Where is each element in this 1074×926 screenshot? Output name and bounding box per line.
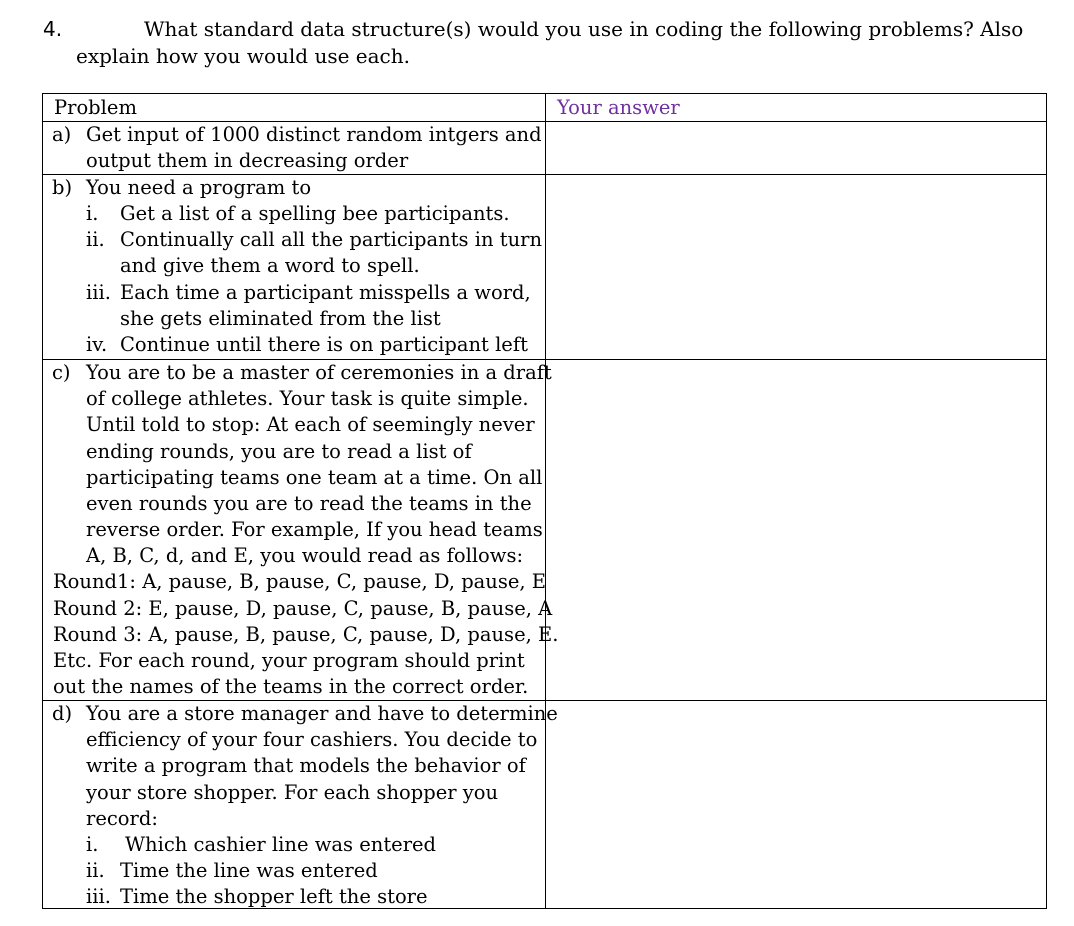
row-c-line: reverse order. For example, If you head teams	[86, 518, 543, 541]
row-b-item-text: Continue until there is on participant left	[120, 333, 528, 356]
question-text-line2: explain how you would use each.	[76, 44, 410, 68]
row-d-item-number: ii.	[86, 859, 105, 882]
row-c-line: participating teams one team at a time. On all	[86, 466, 543, 489]
row-d-item-text: Which cashier line was entered	[125, 833, 437, 856]
row-b-item-number: iii.	[86, 281, 111, 304]
row-a-label: a)	[52, 123, 72, 146]
row-b-item-number: ii.	[86, 228, 105, 251]
row-c-line: Until told to stop: At each of seemingly never	[86, 413, 535, 436]
row-c-round-line: Round 3: A, pause, B, pause, C, pause, D, pause, E.	[53, 623, 559, 646]
problem-row-a	[43, 122, 1046, 175]
row-b-item-number: i.	[86, 202, 99, 225]
problems-table	[42, 93, 1047, 909]
row-c-label: c)	[52, 361, 71, 384]
row-d-line: your store shopper. For each shopper you	[86, 781, 499, 804]
row-d-line: efficiency of your four cashiers. You decide to	[86, 728, 538, 751]
answer-cell-b[interactable]	[546, 175, 1046, 359]
row-c-line: of college athletes. Your task is quite simple.	[86, 387, 529, 410]
header-problem: Problem	[54, 96, 137, 119]
row-c-round-line: Round1: A, pause, B, pause, C, pause, D, pause, E	[53, 570, 547, 593]
table-header-row	[43, 94, 1046, 122]
row-b-item-text: Continually call all the participants in turn	[120, 228, 543, 251]
problem-row-b	[43, 175, 1046, 360]
row-b-item-number: iv.	[86, 333, 108, 356]
row-d-item-text: Time the line was entered	[120, 859, 378, 882]
row-b-item-text: Each time a participant misspells a word,	[120, 281, 531, 304]
row-d-item-number: i.	[86, 833, 99, 856]
row-c-round-line: Etc. For each round, your program should print	[53, 649, 525, 672]
row-d-line: You are a store manager and have to determine	[86, 702, 558, 725]
row-c-line: ending rounds, you are to read a list of	[86, 440, 472, 463]
answer-cell-a[interactable]	[546, 122, 1046, 174]
question-number: 4.	[43, 17, 63, 41]
row-c-round-line: out the names of the teams in the correct order.	[53, 675, 529, 698]
column-divider	[545, 94, 546, 121]
row-d-item-text: Time the shopper left the store	[120, 885, 428, 908]
row-c-round-line: Round 2: E, pause, D, pause, C, pause, B, pause, A	[53, 597, 553, 620]
row-c-line: even rounds you are to read the teams in the	[86, 492, 532, 515]
row-d-label: d)	[52, 702, 73, 725]
row-a-line: Get input of 1000 distinct random intgers and	[86, 123, 542, 146]
row-d-item-number: iii.	[86, 885, 111, 908]
row-b-label: b)	[52, 176, 73, 199]
problem-row-d	[43, 701, 1046, 908]
row-b-item-text: and give them a word to spell.	[120, 254, 420, 277]
row-d-line: record:	[86, 807, 158, 830]
answer-cell-d[interactable]	[546, 701, 1046, 908]
row-a-line: output them in decreasing order	[86, 149, 409, 172]
row-c-line: You are to be a master of ceremonies in a draft	[86, 361, 552, 384]
header-your-answer: Your answer	[557, 96, 680, 119]
row-d-line: write a program that models the behavior of	[86, 754, 526, 777]
row-b-item-text: she gets eliminated from the list	[120, 307, 441, 330]
row-b-intro: You need a program to	[86, 176, 312, 199]
row-b-item-text: Get a list of a spelling bee participants.	[120, 202, 510, 225]
row-c-line: A, B, C, d, and E, you would read as follows:	[86, 544, 524, 567]
problem-row-c	[43, 360, 1046, 701]
answer-cell-c[interactable]	[546, 360, 1046, 700]
question-text-line1: What standard data structure(s) would you use in coding the following problems? Also	[144, 17, 1024, 41]
